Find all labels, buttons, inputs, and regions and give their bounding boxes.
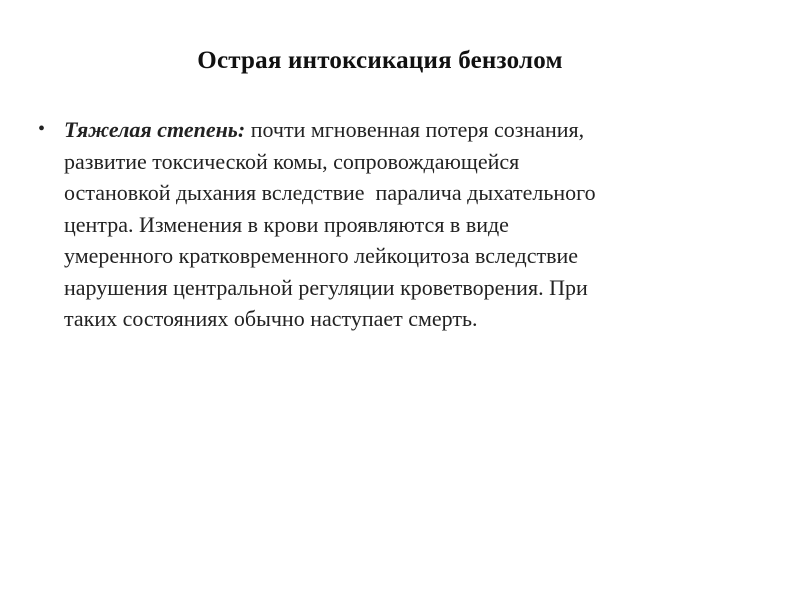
text-line-5: умеренного кратковременного лейкоцитоза вследствие [64,243,579,268]
text-line-2: развитие токсической комы, сопровождающейся [64,148,520,174]
bullet-marker: • [38,118,46,140]
text-line-1 [64,114,738,146]
text-line-1-rest: почти мгновенная потеря сознания, [245,117,585,142]
text-line-6: нарушения центральной регуляции кроветворения. При [64,274,588,300]
text-line-4: центра. Изменения в крови проявляются в виде [64,211,509,237]
slide-title: Острая интоксикация бензолом [197,47,563,74]
bullet-item-severe [38,114,738,335]
severity-label: Тяжелая степень: [64,117,246,142]
text-line-3: остановкой дыхания вследствие паралича дыхательного [64,180,596,205]
text-line-7: таких состояниях обычно наступает смерть. [64,306,478,331]
bullet-list [38,114,738,335]
